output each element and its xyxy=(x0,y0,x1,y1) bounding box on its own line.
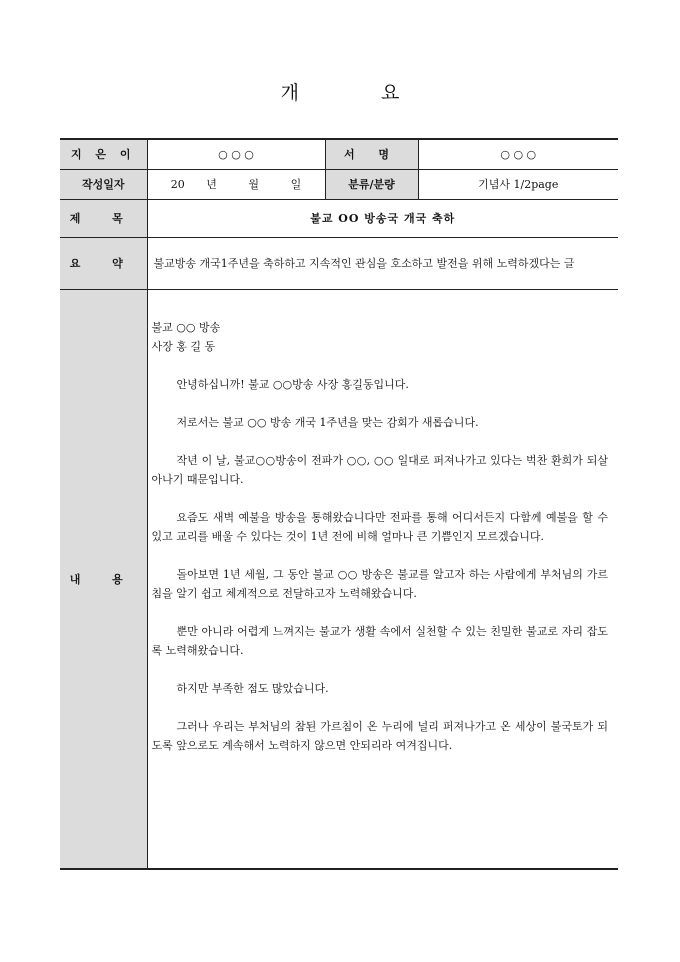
document-form-table xyxy=(60,138,618,870)
title-label xyxy=(60,199,147,237)
date-month-unit: 월 xyxy=(248,178,260,191)
signature-label-text: 서 명 xyxy=(343,148,400,162)
date-year: 20 xyxy=(170,178,185,191)
content-paragraph: 뿐만 아니라 어렵게 느껴지는 불교가 생활 속에서 실천할 수 있는 친밀한 불교로 자리 잡도록 노력해왔습니다. xyxy=(151,624,608,657)
signature-value: ○ ○ ○ xyxy=(418,139,618,169)
author-label: 지 은 이 xyxy=(60,139,147,169)
page-title: 개 요 xyxy=(280,82,438,104)
content-address-line2: 사장 홍 길 동 xyxy=(151,339,216,353)
date-label: 작성일자 xyxy=(60,169,147,199)
summary-label xyxy=(60,237,147,289)
author-row xyxy=(60,139,618,169)
date-year-unit: 년 xyxy=(206,178,217,191)
date-row xyxy=(60,169,618,199)
signature-label xyxy=(325,139,418,169)
content-address-line1: 불교 ○○ 방송 xyxy=(151,320,221,334)
date-value xyxy=(147,169,325,199)
content-paragraph: 저로서는 불교 ○○ 방송 개국 1주년을 맞는 감회가 새롭습니다. xyxy=(176,415,479,429)
title-label-text: 제 목 xyxy=(69,212,137,225)
content-paragraph: 작년 이 날, 불교○○방송이 전파가 ○○, ○○ 일대로 퍼져나가고 있다는 벅찬 환희가 되살아나기 때문입니다. xyxy=(151,453,608,486)
date-day-unit: 일 xyxy=(290,178,302,191)
author-value: ○ ○ ○ xyxy=(147,139,325,169)
content-paragraph: 하지만 부족한 점도 많았습니다. xyxy=(176,681,329,695)
content-paragraph: 안녕하십니까! 불교 ○○방송 사장 홍길동입니다. xyxy=(176,377,409,391)
content-label-text: 내 용 xyxy=(69,572,137,586)
summary-label-text: 요 약 xyxy=(69,257,137,270)
content-row xyxy=(60,289,618,869)
content-body xyxy=(147,289,618,869)
summary-row xyxy=(60,237,618,289)
title-row xyxy=(60,199,618,237)
content-paragraph: 돌아보면 1년 세월, 그 동안 불교 ○○ 방송은 불교를 알고자 하는 사람에게 부처님의 가르침을 알기 쉽고 체계적으로 전달하고자 노력해왔습니다. xyxy=(151,567,608,600)
category-label: 분류/분량 xyxy=(325,169,418,199)
content-label xyxy=(60,289,147,869)
document-title: 불교 OO 방송국 개국 축하 xyxy=(147,199,618,237)
content-paragraph: 요즘도 새벽 예불을 방송을 통해왔습니다만 전파를 통해 어디서든지 다함께 예불을 할 수 있고 교리를 배울 수 있다는 것이 1년 전에 비해 얼마나 큰 기쁨인지 모르겠습니다. xyxy=(151,510,608,543)
category-value: 기념사 1/2page xyxy=(418,169,618,199)
summary-value: 불교방송 개국1주년을 축하하고 지속적인 관심을 호소하고 발전을 위해 노력하겠다는 글 xyxy=(147,237,618,289)
content-paragraph: 그러나 우리는 부처님의 참된 가르침이 온 누리에 널리 퍼져나가고 온 세상이 불국토가 되도록 앞으로도 계속해서 노력하지 않으면 안되리라 여겨집니다. xyxy=(151,719,608,752)
